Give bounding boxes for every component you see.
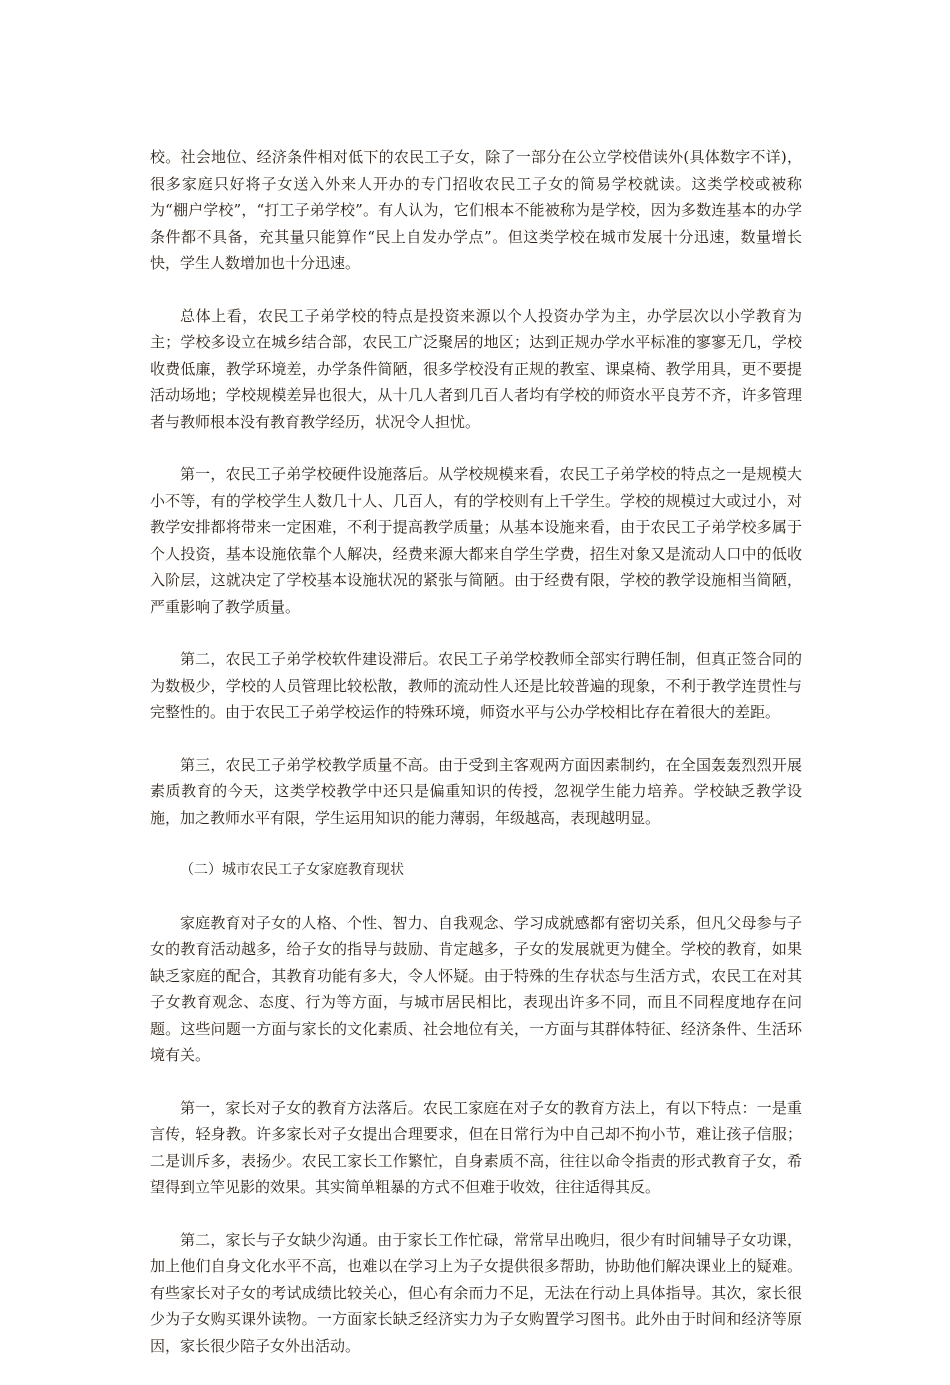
paragraph-family-education: 家庭教育对子女的人格、个性、智力、自我观念、学习成就感都有密切关系，但凡父母参与子女的教育活动越多，给子女的指导与鼓励、肯定越多，子女的发展就更为健全。学校的教育，如果缺乏家庭的配合，其教育功能有多大，令人怀疑。由于特殊的生存状态与生活方式，农民工在对其子女教育观念、态度、行为等方面，与城市居民相比，表现出许多不同，而且不同程度地存在问题。这些问题一方面与家长的文化素质、社会地位有关，一方面与其群体特征、经济条件、生活环境有关。 bbox=[150, 913, 802, 1064]
paragraph-communication: 第二，家长与子女缺少沟通。由于家长工作忙碌，常常早出晚归，很少有时间辅导子女功课，加上他们自身文化水平不高，也难以在学习上为子女提供很多帮助，协助他们解决课业上的疑难。有些家长对子女的考试成绩比较关心，但心有余而力不足，无法在行动上具体指导。其次，家长很少为子女购买课外读物。一方面家长缺乏经济实力为子女购置学习图书。此外由于时间和经济等原因，家长很少陪子女外出活动。 bbox=[150, 1230, 802, 1355]
document-page bbox=[150, 144, 802, 1385]
paragraph-education-methods: 第一，家长对子女的教育方法落后。农民工家庭在对子女的教育方法上，有以下特点：一是重言传，轻身教。许多家长对子女提出合理要求，但在日常行为中自己却不拘小节，难让孩子信服；二是训斥多，表扬少。农民工家长工作繁忙，自身素质不高，往往以命令指责的形式教育子女，希望得到立竿见影的效果。其实简单粗暴的方式不但难于收效，往往适得其反。 bbox=[150, 1098, 802, 1196]
paragraph-hardware: 第一，农民工子弟学校硬件设施落后。从学校规模来看，农民工子弟学校的特点之一是规模大小不等，有的学校学生人数几十人、几百人，有的学校则有上千学生。学校的规模过大或过小，对教学安排都将带来一定困难，不利于提高教学质量；从基本设施来看，由于农民工子弟学校多属于个人投资，基本设施依靠个人解决，经费来源大都来自学生学费，招生对象又是流动人口中的低收入阶层，这就决定了学校基本设施状况的紧张与简陋。由于经费有限，学校的教学设施相当简陋，严重影响了教学质量。 bbox=[150, 465, 802, 616]
paragraph-school-overview: 总体上看，农民工子弟学校的特点是投资来源以个人投资办学为主，办学层次以小学教育为主；学校多设立在城乡结合部，农民工广泛聚居的地区；达到正规办学水平标准的寥寥无几，学校收费低廉，教学环境差，办学条件简陋，很多学校没有正规的教室、课桌椅、教学用具，更不要提活动场地；学校规模差异也很大，从十几人者到几百人者均有学校的师资水平良芳不齐，许多管理者与教师根本没有教育教学经历，状况令人担忧。 bbox=[150, 306, 802, 431]
paragraph-software: 第二，农民工子弟学校软件建设滞后。农民工子弟学校教师全部实行聘任制，但真正签合同的为数极少，学校的人员管理比较松散，教师的流动性人还是比较普遍的现象，不利于教学连贯性与完整性的。由于农民工子弟学校运作的特殊环境，师资水平与公办学校相比存在着很大的差距。 bbox=[150, 650, 802, 721]
paragraph-teaching-quality: 第三，农民工子弟学校教学质量不高。由于受到主客观两方面因素制约，在全国轰轰烈烈开展素质教育的今天，这类学校教学中还只是偏重知识的传授，忽视学生能力培养。学校缺乏教学设施，加之教师水平有限，学生运用知识的能力薄弱，年级越高，表现越明显。 bbox=[150, 755, 802, 827]
paragraph-school-intro: 校。社会地位、经济条件相对低下的农民工子女，除了一部分在公立学校借读外(具体数字不详)，很多家庭只好将子女送入外来人开办的专门招收农民工子女的简易学校就读。这类学校或被称为“棚户学校”，“打工子弟学校”。有人认为，它们根本不能被称为是学校，因为多数连基本的办学条件都不具备，充其量只能算作“民上自发办学点”。但这类学校在城市发展十分迅速，数量增长快，学生人数增加也十分迅速。 bbox=[150, 148, 802, 272]
section-heading: （二）城市农民工子女家庭教育现状 bbox=[180, 862, 404, 878]
